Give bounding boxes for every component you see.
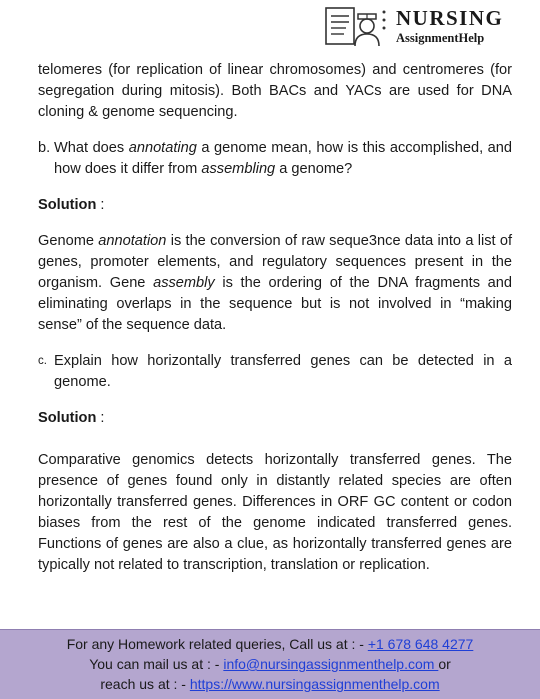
question-b-part2: a genome mean, how is this accomplished, and how does it differ from <box>54 140 512 177</box>
question-b-emphasis1: annotating <box>128 140 197 156</box>
footer-email-prefix: You can mail us at : - <box>89 656 224 672</box>
answer-b-paragraph <box>38 231 512 336</box>
intro-paragraph: telomeres (for replication of linear chromosomes) and centromeres (for segregation during mitosis). Both BACs and YACs are used for DNA cloning & genome sequencing. <box>38 62 512 120</box>
question-b-text <box>54 138 512 180</box>
solution-label-c <box>38 408 512 429</box>
nurse-icon <box>324 4 390 48</box>
question-c-text: Explain how horizontally transferred genes can be detected in a genome. <box>54 353 512 390</box>
footer-phone-prefix: For any Homework related queries, Call us at : - <box>66 636 368 652</box>
solution-heading: Solution <box>38 197 97 213</box>
question-b <box>38 138 512 180</box>
answer-b-emphasis1: annotation <box>98 233 167 249</box>
answer-c-paragraph: Comparative genomics detects horizontally transferred genes. The presence of genes found only in distantly related species are often horizontally transferred genes. Differences in ORF GC content or codon biases from the rest of the genome indicated transferred genes. Functions of genes are also a clue, as horizontally transferred genes are typically not related to transcription, translation or replication. <box>38 452 512 573</box>
footer-url-prefix: reach us at : - <box>100 676 190 692</box>
logo-text <box>396 6 503 46</box>
question-b-emphasis2: assembling <box>201 161 276 177</box>
question-b-marker: b. <box>38 140 51 156</box>
document-body <box>38 60 512 576</box>
website-link[interactable]: https://www.nursingassignmenthelp.com <box>189 676 440 692</box>
email-link[interactable]: info@nursingassignmenthelp.com <box>223 656 439 672</box>
footer-line-url <box>0 674 540 694</box>
logo-line1: NURSING <box>396 6 504 30</box>
solution-separator: : <box>96 197 105 213</box>
question-c-marker: c. <box>38 355 47 367</box>
solution-label-b <box>38 195 512 216</box>
question-c <box>38 351 512 393</box>
footer-line-phone <box>0 634 540 654</box>
footer-email-suffix: or <box>438 656 451 672</box>
answer-b-part1: Genome <box>38 233 99 249</box>
solution-heading: Solution <box>38 410 97 426</box>
footer-line-email <box>0 654 540 674</box>
solution-separator: : <box>96 410 105 426</box>
logo-line2: AssignmentHelp <box>396 31 485 45</box>
answer-b-emphasis2: assembly <box>153 275 215 291</box>
phone-link[interactable]: +1 678 648 4277 <box>367 636 474 652</box>
question-b-part1: What does <box>54 140 129 156</box>
answer-b-part3: is the ordering of the DNA fragments and eliminating overlaps in the sequence but is not involved in “making sense” of the sequence data. <box>38 275 512 333</box>
answer-b-part2: is the conversion of raw seque3nce data into a list of genes, promoter elements, and regulatory sequences present in the organism. Gene <box>38 233 512 291</box>
brand-logo <box>324 4 534 50</box>
question-b-part3: a genome? <box>275 161 353 177</box>
contact-footer <box>0 629 540 699</box>
